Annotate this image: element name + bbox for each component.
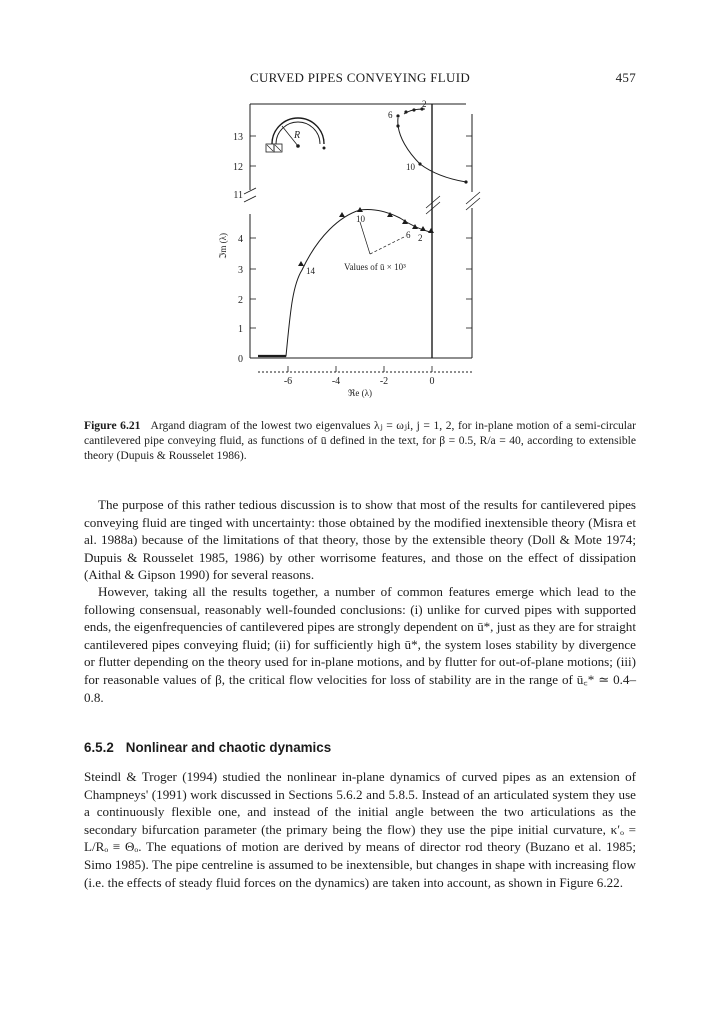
y-tick-marks: [250, 136, 472, 372]
inset-radius-label: R: [294, 130, 301, 141]
y-tick-label-3: 3: [238, 265, 243, 276]
leader-to-6: [370, 236, 406, 254]
upper-point-b: [412, 108, 415, 111]
x-tick-label-minus-4: -4: [331, 376, 341, 387]
lower-point-d: [420, 226, 426, 231]
upper-point-end: [464, 180, 467, 183]
running-title: CURVED PIPES CONVEYING FLUID: [249, 70, 471, 85]
page-header: [84, 70, 636, 90]
lower-point-c: [412, 224, 418, 229]
free-end-mark: [323, 147, 325, 149]
section-number: 6.5.2: [84, 740, 114, 755]
page-number: 457: [615, 70, 636, 85]
argand-diagram-svg: [210, 96, 490, 406]
y-tick-label-1: 1: [238, 324, 243, 335]
upper-point-6: [396, 114, 399, 117]
paragraph-conclusions-text: However, taking all the results together, a number of common features emerge which lead to the following consensual, reasonably well-founded conclusions: (i) unlike for curved pipes with supported ends, the eigenfrequencies of cantilevered pipes are strongly dependent on ū*, just as they are for straight cantilevered pipes conveying fluid; (ii) for sufficiently high ū*, the system loses stability by divergence or flutter depending on the theory used for in-plane motions, and by flutter for out-of-plane motions; (iii) for reasonable values of β, the critical flow velocities for loss of stability are in the range of ū꜀* ≃ 0.4–0.8.: [84, 584, 636, 705]
lower-point-label-6: 6: [406, 230, 411, 240]
x-tick-label-minus-6: -6: [283, 376, 293, 387]
clamp-hatch-1: [267, 145, 273, 151]
axis-break-right-2: [466, 198, 480, 210]
axis-break-mid-1: [426, 196, 440, 208]
paragraph-uncertainty-text: The purpose of this rather tedious discussion is to show that most of the results for cantilevered pipes conveying fluid are tinged with uncertainty: those obtained by the modified inextensible theory (Misra et al. 1988a) because of the limitations of that theory, those by the extensible theory (Doll & Mote 1974; Dupuis & Rousselet 1985, 1986) by other worrisome features, and those on the effect of dissipation (Aithal & Gipson 1990) for several reasons.: [84, 497, 636, 583]
lower-point-2: [428, 228, 434, 233]
figure-caption-label: Figure 6.21: [84, 419, 141, 432]
upper-point-label-10: 10: [406, 162, 415, 172]
lower-point-label-2: 2: [418, 233, 423, 243]
y-tick-label-0: 0: [238, 354, 243, 365]
axis-break-mid-2: [426, 202, 440, 214]
lower-point-label-10: 10: [356, 214, 365, 224]
y-tick-label-13: 13: [233, 132, 243, 143]
upper-point-label-2: 2: [422, 99, 427, 109]
centre-point: [297, 145, 300, 148]
argand-diagram-figure: [210, 96, 490, 406]
lower-point-label-14: 14: [306, 266, 315, 276]
lower-branch-curve: [258, 209, 430, 356]
upper-point-label-6: 6: [388, 110, 393, 120]
y-tick-label-2: 2: [238, 295, 243, 306]
section-title: Nonlinear and chaotic dynamics: [125, 740, 332, 755]
y-tick-label-12: 12: [233, 162, 243, 173]
upper-point-c: [396, 124, 399, 127]
leader-to-10: [360, 222, 370, 254]
clamp-hatch-2: [275, 145, 281, 151]
x-axis-title: ℜe (λ): [348, 388, 372, 398]
plot-frame: [250, 104, 472, 372]
axis-break-left-2: [244, 196, 256, 202]
figure-caption-text: Argand diagram of the lowest two eigenvalues λⱼ = ωⱼi, j = 1, 2, for in-plane motion of a semi-circular cantilevered pipe conveying fluid, as functions of ū defined in the text, for β = 0.5, R/a = 40, according to extensible theory (Dupuis & Rousselet 1986).: [84, 419, 636, 462]
section-heading: [84, 740, 636, 755]
upper-point-a: [404, 110, 407, 113]
y-tick-label-4: 4: [238, 234, 243, 245]
lower-point-a: [339, 212, 345, 217]
annotation-leaders: [360, 222, 406, 254]
figure-caption: [84, 418, 636, 463]
paragraph-conclusions: [84, 583, 636, 706]
paragraph-steindl-troger-text: Steindl & Troger (1994) studied the nonlinear in-plane dynamics of curved pipes as an extension of Champneys' (1991) work discussed in Sections 5.6.2 and 5.8.5. Instead of an articulated system they use a continuously flexible one, and instead of the initial angle between the two articulations as the secondary bifurcation parameter (the primary being the flow) they use the pipe initial curvature, κ′ₒ = L/Rₒ ≡ Θₒ. The equations of motion are derived by means of director rod theory (Buzano et al. 1985; Simo 1985). The pipe centreline is assumed to be inextensible, but changes in shape with increasing flow (i.e. the effects of steady fluid forces on the dynamics) are taken into account, as shown in Figure 6.22.: [84, 769, 636, 890]
upper-point-10: [418, 162, 421, 165]
lower-point-14: [298, 261, 304, 266]
y-axis-title: ℑm (λ): [218, 233, 228, 259]
paragraph-steindl-troger: [84, 768, 636, 891]
x-tick-label-minus-2: -2: [379, 376, 389, 387]
lower-branch-points: [298, 207, 434, 266]
axis-break-right-1: [466, 192, 480, 204]
values-annotation: Values of ū × 10³: [344, 262, 406, 272]
x-tick-label-0: 0: [429, 376, 435, 387]
y-tick-label-11: 11: [233, 190, 243, 201]
paragraph-uncertainty: [84, 496, 636, 584]
